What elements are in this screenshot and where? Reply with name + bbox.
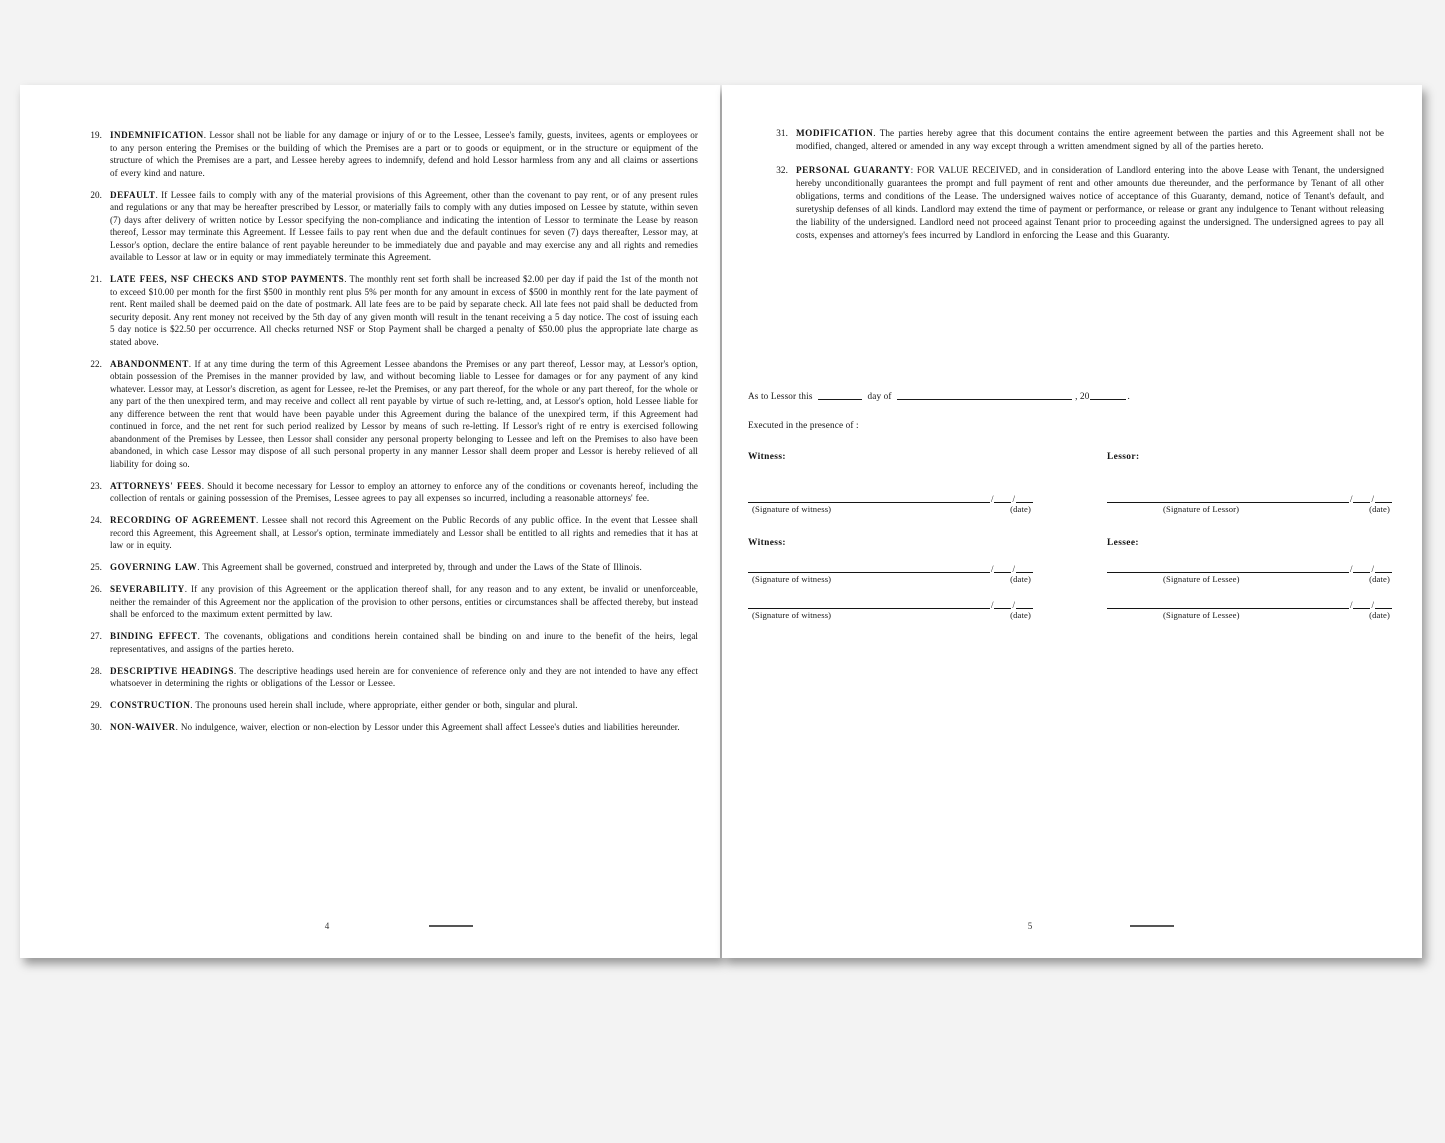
clause-paragraph: . No indulgence, waiver, election or non-election by Lessor under this Agreement shall affect Lessee's duties and liabilities hereunder.: [175, 722, 680, 732]
clause-31: [762, 127, 1384, 153]
clause-23: [78, 480, 698, 505]
signature-grid-row-1: [748, 452, 1392, 538]
signature-caption-left: (Signature of witness): [752, 574, 832, 584]
clause-30: [78, 721, 698, 734]
clause-number: 31.: [776, 128, 788, 138]
clause-heading: DESCRIPTIVE HEADINGS: [110, 665, 234, 676]
date-day-line[interactable]: [1375, 561, 1392, 573]
page-4-body: [78, 129, 698, 743]
signature-caption: [748, 610, 1033, 620]
clause-body: [110, 561, 698, 574]
signature-caption-left: (Signature of Lessee): [1163, 574, 1240, 584]
lessee-signature-row-2: [1107, 598, 1392, 620]
executed-in-presence-label: Executed in the presence of :: [748, 420, 859, 430]
clause-paragraph: . If any provision of this Agreement or the application thereof shall, for any reason and to any extent, be invalid or unenforceable, neither the remainder of this Agreement nor the application of the provision to other persons, entities or circumstances shall be affected thereby, but instead shall be enforced to the maximum extent permitted by law.: [110, 584, 698, 619]
clause-number: 23.: [90, 480, 102, 491]
witness-label: Witness:: [748, 538, 786, 548]
date-day-line[interactable]: [1016, 597, 1033, 609]
clause-number: 27.: [90, 631, 102, 641]
clause-heading: PERSONAL GUARANTY: [796, 165, 911, 175]
clause-paragraph: . The pronouns used herein shall include, where appropriate, either gender or both, singular and plural.: [190, 700, 578, 710]
date-day-line[interactable]: [1016, 491, 1033, 503]
footer-rule: [429, 925, 473, 928]
document-page-5[interactable]: [722, 85, 1422, 958]
clause-21: [78, 273, 698, 348]
clause-number: 26.: [90, 584, 102, 594]
date-month-line[interactable]: [1353, 491, 1370, 503]
signature-rule: [748, 492, 1033, 503]
clause-number: 19.: [90, 130, 102, 140]
clause-22: [78, 358, 698, 471]
clause-body: [110, 189, 698, 264]
clause-paragraph: . Lessor shall not be liable for any damage or injury of or to the Lessee, Lessee's family, guests, invitees, agents or employees or to any person entering the Premises or the building of which the Premises are a part or to goods or equipment, or in the structure or equipment of the structure of which the Premises are a part, and Lessee hereby agrees to indemnify, defend and hold Lessor harmless from any and all claims or assertions of every kind and nature.: [110, 130, 698, 178]
signature-line[interactable]: [748, 597, 990, 609]
signature-caption-left: (Signature of witness): [752, 610, 832, 620]
date-month-line[interactable]: [1353, 597, 1370, 609]
clause-heading: LATE FEES, NSF CHECKS AND STOP PAYMENTS: [110, 274, 345, 284]
date-month-line[interactable]: [994, 597, 1011, 609]
date-slash-1: /: [1349, 600, 1353, 610]
clause-paragraph: . If Lessee fails to comply with any of the material provisions of this Agreement, other than the covenant to pay rent, or of any present rules and regulations or any that may be hereafter prescribed by Lessor, or materially fails to comply with any duties imposed on Lessee by statute, within seven (7) days after delivery of written notice by Lessor specifying the non-compliance and indicating the intention of Lessor to terminate the Lease by reason thereof, Lessor may terminate this Agreement. If Lessee fails to pay rent when due and the default continues for seven (7) days thereafter, Lessor may, at Lessor's option, declare the entire balance of rent payable hereunder to be immediately due and payable and may exercise any and all rights and remedies available to Lessor at law or in equity or may immediately terminate this Agreement.: [110, 189, 698, 262]
signature-rule: [1107, 562, 1392, 573]
clause-heading: RECORDING OF AGREEMENT: [110, 515, 257, 525]
date-slash-1: /: [990, 494, 994, 504]
clause-heading: SEVERABILITY: [110, 584, 185, 594]
clause-body: [110, 665, 698, 690]
date-day-line[interactable]: [1016, 561, 1033, 573]
lessor-label: Lessor:: [1107, 452, 1140, 462]
signature-caption-date: (date): [1010, 610, 1031, 620]
page-4-footer: [20, 921, 720, 931]
clause-body: [110, 514, 698, 552]
lessee-signature-row-1: [1107, 562, 1392, 584]
day-of-label: day of: [867, 391, 892, 401]
clause-number: 30.: [90, 722, 102, 732]
clause-body: [796, 164, 1384, 242]
lessor-column: [1107, 452, 1392, 538]
signature-caption-date: (date): [1369, 504, 1390, 514]
clause-number: 32.: [776, 165, 788, 175]
signature-caption-date: (date): [1369, 574, 1390, 584]
month-blank-field[interactable]: [897, 390, 1072, 400]
signature-caption: [748, 574, 1033, 584]
clause-27: [78, 630, 698, 655]
clause-heading: ABANDONMENT: [110, 358, 189, 369]
signature-rule: [748, 562, 1033, 573]
clause-32: [762, 164, 1384, 242]
clause-paragraph: . Lessee shall not record this Agreement on the Public Records of any public office. In the event that Lessee shall record this Agreement, this Agreement shall, at Lessor's option, terminate immediately and Lessor shall be entitled to all rights and remedies that it has at law or in equity.: [110, 515, 698, 550]
page-number: 5: [1027, 921, 1033, 931]
clause-24: [78, 514, 698, 552]
signature-line[interactable]: [1107, 597, 1349, 609]
clause-paragraph: . Should it become necessary for Lessor to employ an attorney to enforce any of the conditions or covenants hereof, including the collection of rentals or gaining possession of the Premises, Lessee agrees to pay all expenses so incurred, including a reasonable attorneys' fee.: [110, 480, 698, 503]
date-month-line[interactable]: [994, 561, 1011, 573]
date-slash-2: /: [1371, 494, 1374, 504]
clause-body: [110, 630, 698, 655]
date-day-line[interactable]: [1375, 491, 1392, 503]
signature-caption-date: (date): [1010, 574, 1031, 584]
day-blank-field[interactable]: [818, 390, 862, 400]
footer-rule: [1130, 925, 1174, 928]
clause-body: [796, 127, 1384, 153]
signature-rule: [1107, 598, 1392, 609]
signature-rule: [748, 598, 1033, 609]
clause-body: [110, 129, 698, 179]
date-slash-2: /: [1012, 600, 1015, 610]
signature-line[interactable]: [748, 491, 990, 503]
clause-19: [78, 129, 698, 179]
witness-signature-row-3: [748, 598, 1033, 620]
document-page-4[interactable]: [20, 85, 720, 958]
clause-20: [78, 189, 698, 264]
signature-caption-date: (date): [1010, 504, 1031, 514]
clause-paragraph: . The parties hereby agree that this document contains the entire agreement between the parties and this Agreement shall not be modified, changed, altered or amended in any way except through a written amendment signed by all of the parties hereto.: [796, 128, 1384, 151]
date-slash-2: /: [1371, 564, 1374, 574]
date-slash-2: /: [1012, 494, 1015, 504]
lessee-column: [1107, 538, 1392, 634]
clause-28: [78, 665, 698, 690]
signature-caption-left: (Signature of witness): [752, 504, 832, 514]
clause-paragraph: . The covenants, obligations and conditions herein contained shall be binding on and inure to the benefit of the heirs, legal representatives, and assigns of the parties hereto.: [110, 631, 698, 654]
clause-heading: MODIFICATION: [796, 128, 874, 138]
date-slash-1: /: [990, 600, 994, 610]
clause-paragraph: . This Agreement shall be governed, construed and interpreted by, through and under the Laws of the State of Illinois.: [197, 562, 642, 572]
clause-paragraph: : FOR VALUE RECEIVED, and in consideration of Landlord entering into the above Lease with Tenant, the undersigned hereby unconditionally guarantees the prompt and full payment of rent and other amounts due thereunder, and the performance by Tenant of all other obligations, terms and conditions of the Lease. The undersigned waives notice of acceptance of this Guaranty, demand, notice of Tenant's default, and suretyship defenses of all kinds. Landlord may extend the time of payment or performance, or release or grant any indulgence to Tenant without releasing the liability of the undersigned. Landlord need not proceed against Tenant prior to proceeding against the undersigned. The undersigned agrees to pay all costs, expenses and attorney's fees incurred by Landlord in enforcing the Lease and this Guaranty.: [796, 165, 1384, 240]
clause-paragraph: . The monthly rent set forth shall be increased $2.00 per day if paid the 1st of the month not to exceed $10.00 per month for the first $500 in monthly rent plus 5% per month for any amount in excess of $500 in monthly rent for the late payment of rent. Rent mailed shall be deemed paid on the date of postmark. All late fees are to be paid by separate check. All late fees not paid shall be deducted from security deposit. Any rent money not received by the 5th day of any given month will result in the tenant receiving a 5 day notice. The cost of issuing each 5 day notice is $22.50 per occurrence. All checks returned NSF or Stop Payment shall be charged a penalty of $50.00 plus the appropriate late charge as stated above.: [110, 274, 698, 347]
witness-column-2: [748, 538, 1033, 634]
clause-heading: BINDING EFFECT: [110, 631, 198, 641]
date-slash-1: /: [1349, 494, 1353, 504]
clause-body: [110, 583, 698, 621]
clause-heading: ATTORNEYS' FEES: [110, 480, 202, 491]
signature-caption-left: (Signature of Lessor): [1163, 504, 1240, 514]
signature-line[interactable]: [1107, 491, 1349, 503]
clause-number: 28.: [90, 665, 102, 676]
clause-number: 29.: [90, 700, 102, 710]
clause-number: 25.: [90, 562, 102, 572]
signature-line[interactable]: [748, 561, 990, 573]
page-5-body: [762, 127, 1384, 253]
witness-column-1: [748, 452, 1033, 538]
clause-heading: CONSTRUCTION: [110, 700, 191, 710]
clause-29: [78, 699, 698, 712]
clause-body: [110, 480, 698, 505]
witness-label: Witness:: [748, 452, 786, 462]
page-number: 4: [324, 921, 330, 931]
signature-caption: [1107, 574, 1392, 584]
clause-body: [110, 699, 698, 712]
clause-heading: NON-WAIVER: [110, 722, 176, 732]
clause-25: [78, 561, 698, 574]
lessee-label: Lessee:: [1107, 538, 1139, 548]
clause-body: [110, 358, 698, 471]
date-slash-1: /: [990, 564, 994, 574]
signature-caption: [748, 504, 1033, 514]
date-month-line[interactable]: [1353, 561, 1370, 573]
date-slash-1: /: [1349, 564, 1353, 574]
clause-heading: GOVERNING LAW: [110, 562, 198, 572]
clause-body: [110, 273, 698, 348]
as-to-lessor-prefix: As to Lessor this: [748, 391, 813, 401]
clause-number: 22.: [90, 358, 102, 369]
signature-grid-row-2: [748, 538, 1392, 634]
as-to-lessor-date-line: [748, 390, 1392, 401]
clause-number: 21.: [90, 274, 102, 284]
clause-number: 24.: [90, 515, 102, 525]
witness-signature-row-2: [748, 562, 1033, 584]
clause-body: [110, 721, 698, 734]
clause-heading: DEFAULT: [110, 189, 156, 200]
year-suffix: .: [1127, 391, 1130, 401]
date-day-line[interactable]: [1375, 597, 1392, 609]
signature-caption: [1107, 610, 1392, 620]
witness-signature-row-1: [748, 492, 1033, 514]
clause-paragraph: . If at any time during the term of this Agreement Lessee abandons the Premises or any part thereof, Lessor may, at Lessor's option, obtain possession of the Premises in the manner provided by law, and without becoming liable to Lessee for damages or for any payment of any kind whatever. Lessor may, at Lessor's discretion, as agent for Lessee, re-let the Premises, or any part thereof, for the whole or any part thereof, for the whole or any part of the then unexpired term, and may receive and collect all rent payable by virtue of such re-letting, and, at Lessor's option, hold Lessee liable for any difference between the rent that would have been payable under this Agreement during the balance of the unexpired term, if this Agreement had continued in force, and the net rent for such period realized by Lessor by means of such re-letting. If Lessor's right of re entry is exercised following abandonment of the Premises by Lessee, then Lessor shall consider any personal property belonging to Lessee and left on the Premises to also have been abandoned, in which case Lessor may dispose of all such personal property in any manner Lessor shall deem proper and Lessor is hereby relieved of all liability for doing so.: [110, 358, 698, 469]
lessor-signature-row: [1107, 492, 1392, 514]
page-5-footer: [722, 921, 1422, 931]
date-month-line[interactable]: [994, 491, 1011, 503]
signature-caption-left: (Signature of Lessee): [1163, 610, 1240, 620]
year-blank-field[interactable]: [1090, 390, 1126, 400]
year-prefix: , 20: [1075, 391, 1090, 401]
clause-heading: INDEMNIFICATION: [110, 130, 204, 140]
signature-caption: [1107, 504, 1392, 514]
signature-caption-date: (date): [1369, 610, 1390, 620]
clause-number: 20.: [90, 189, 102, 200]
date-slash-2: /: [1371, 600, 1374, 610]
execution-block: [748, 390, 1392, 634]
clause-26: [78, 583, 698, 621]
date-slash-2: /: [1012, 564, 1015, 574]
clause-paragraph: . The descriptive headings used herein are for convenience of reference only and they are not intended to have any effect whatsoever in determining the rights or obligations of the Lessor or Lessee.: [110, 665, 698, 688]
signature-line[interactable]: [1107, 561, 1349, 573]
signature-rule: [1107, 492, 1392, 503]
